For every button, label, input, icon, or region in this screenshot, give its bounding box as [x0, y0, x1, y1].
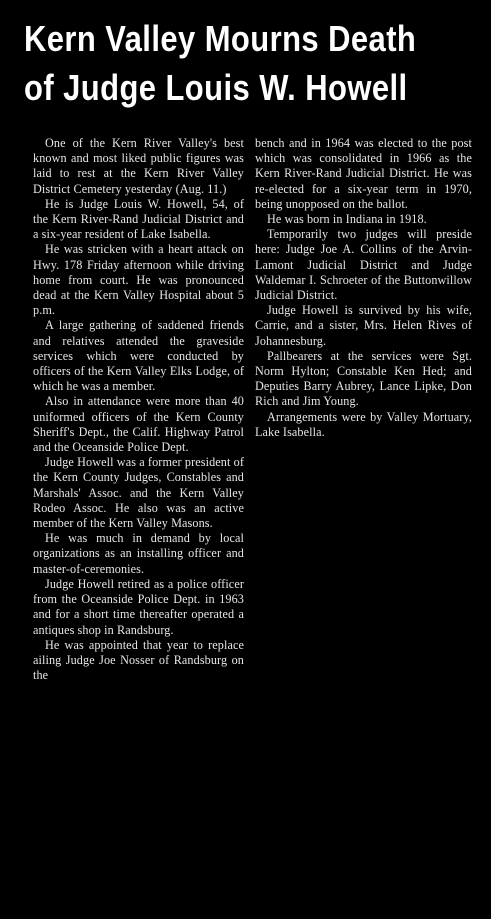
paragraph: A large gathering of saddened friends and relatives attended the graveside services which were conducted by officers of the Kern Valley Elks Lodge, of which he was a member.	[33, 318, 244, 394]
paragraph: Arrangements were by Valley Mortuary, Lake Isabella.	[255, 409, 472, 439]
headline	[24, 14, 420, 112]
headline-line-1: Kern Valley Mourns Death	[24, 18, 417, 59]
paragraph: He was much in demand by local organizations as an installing officer and master-of-ceremonies.	[33, 531, 244, 576]
paragraph: Judge Howell was a former president of the Kern County Judges, Constables and Marshals' Assoc. and the Kern Valley Rodeo Assoc. He also was an active member of the Kern Valley Masons.	[33, 455, 244, 531]
paragraph: He was born in Indiana in 1918.	[267, 212, 427, 227]
paragraph: One of the Kern River Valley's best known and most liked public figures was laid to rest at the Kern River Valley District Cemetery yesterday (Aug. 11.)	[33, 136, 244, 196]
article-column-left	[33, 136, 244, 683]
paragraph: Judge Howell is survived by his wife, Carrie, and a sister, Mrs. Helen Rives of Johannesburg.	[255, 303, 472, 348]
article-column-right	[255, 136, 472, 440]
paragraph: He was appointed that year to replace ailing Judge Joe Nosser of Randsburg on the	[33, 637, 244, 683]
paragraph: He is Judge Louis W. Howell, 54, of the Kern River-Rand Judicial District and a six-year resident of Lake Isabella.	[33, 196, 244, 242]
paragraph: Pallbearers at the services were Sgt. Norm Hylton; Constable Ken Hed; and Deputies Barry Aubrey, Lance Lipke, Don Rich and Jim Young.	[255, 348, 472, 409]
paragraph: bench and in 1964 was elected to the post which was consolidated in 1966 as the Kern River-Rand Judicial District. He was re-elected for a six-year term in 1970, being unopposed on the ballot.	[255, 136, 472, 211]
paragraph: He was stricken with a heart attack on Hwy. 178 Friday afternoon while driving home from court. He was pronounced dead at the Kern Valley Hospital about 5 p.m.	[33, 242, 244, 318]
paragraph: Judge Howell retired as a police officer from the Oceanside Police Dept. in 1963 and for a short time thereafter operated a antiques shop in Randsburg.	[33, 576, 244, 637]
paragraph: Temporarily two judges will preside here: Judge Joe A. Collins of the Arvin-Lamont Judicial District and Judge Waldemar I. Schroeter of the Buttonwillow Judicial District.	[255, 227, 472, 303]
paragraph: Also in attendance were more than 40 uniformed officers of the Kern County Sheriff's Dept., the Calif. Highway Patrol and the Oceanside Police Dept.	[33, 394, 244, 455]
headline-line-2: of Judge Louis W. Howell	[24, 67, 408, 108]
